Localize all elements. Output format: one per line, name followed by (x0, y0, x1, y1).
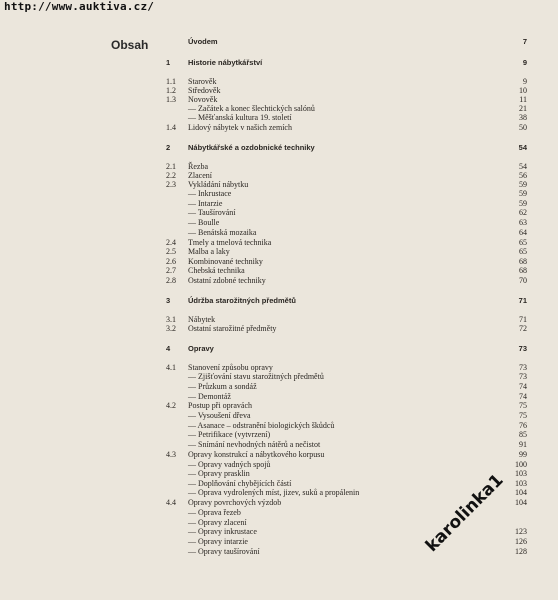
toc-entry-number: 2.2 (166, 171, 176, 180)
toc-entry-number: 2.6 (166, 257, 176, 266)
toc-entry-page: 128 (515, 547, 527, 556)
toc-entry-title: — Opravy prasklin (188, 469, 250, 478)
toc-entry-title: — Inkrustace (188, 189, 232, 198)
toc-entry-title: — Opravy taušírování (188, 547, 260, 556)
toc-entry (0, 430, 558, 440)
toc-entry-title: Opravy povrchových výzdob (188, 498, 282, 507)
toc-entry-title: Ostatní zdobné techniky (188, 276, 266, 285)
toc-entry-title: Středověk (188, 86, 221, 95)
toc-entry (0, 344, 558, 354)
toc-entry-number: 1.1 (166, 77, 176, 86)
toc-entry-number: 4.4 (166, 498, 176, 507)
toc-entry (0, 218, 558, 228)
toc-entry-number: 1.4 (166, 123, 176, 132)
toc-entry (0, 440, 558, 450)
toc-entry-page: 104 (515, 498, 527, 507)
toc-entry-title: — Intarzie (188, 199, 223, 208)
toc-entry-number: 2.4 (166, 238, 176, 247)
toc-entry (0, 411, 558, 421)
toc-entry-page: 54 (518, 143, 527, 152)
toc-entry-page: 70 (519, 276, 527, 285)
toc-entry-number: 1 (166, 58, 171, 67)
toc-entry-page: 99 (519, 450, 527, 459)
toc-entry-page: 104 (515, 488, 527, 497)
toc-entry (0, 547, 558, 557)
toc-entry-page: 68 (519, 257, 527, 266)
toc-entry-page: 11 (519, 95, 527, 104)
toc-entry-title: Starověk (188, 77, 217, 86)
toc-entry-page: 73 (518, 344, 527, 353)
toc-entry (0, 537, 558, 547)
toc-entry-page: 59 (519, 189, 527, 198)
toc-entry-page: 21 (519, 104, 527, 113)
toc-entry-page: 71 (519, 315, 527, 324)
toc-entry-page: 75 (519, 401, 527, 410)
toc-entry-title: Vykládání nábytku (188, 180, 249, 189)
toc-entry-page: 54 (519, 162, 527, 171)
toc-entry-page: 64 (519, 228, 527, 237)
toc-entry-number: 3.2 (166, 324, 176, 333)
toc-entry-title: Malba a laky (188, 247, 230, 256)
toc-entry-title: — Demontáž (188, 392, 231, 401)
toc-entry-page: 56 (519, 171, 527, 180)
toc-entry-page: 50 (519, 123, 527, 132)
toc-entry (0, 123, 558, 133)
toc-entry-title: Zlacení (188, 171, 212, 180)
toc-entry-page: 68 (519, 266, 527, 275)
toc-entry-title: Nábytkářské a ozdobnické techniky (188, 143, 315, 152)
toc-entry-title: Nábytek (188, 315, 216, 324)
toc-entry-title: Stanovení způsobu opravy (188, 363, 273, 372)
toc-entry-page: 103 (515, 469, 527, 478)
toc-entry-page: 59 (519, 180, 527, 189)
toc-entry (0, 324, 558, 334)
toc-entry-number: 4.2 (166, 401, 176, 410)
toc-entry (0, 266, 558, 276)
toc-entry-number: 3 (166, 296, 171, 305)
toc-entry-page: 71 (518, 296, 527, 305)
toc-entry-title: — Měšťanská kultura 19. století (188, 113, 292, 122)
toc-entry-title: — Opravy vadných spojů (188, 460, 271, 469)
toc-entry-page: 91 (519, 440, 527, 449)
toc-entry-number: 2.5 (166, 247, 176, 256)
toc-entry-title: Novověk (188, 95, 218, 104)
toc-entry-number: 1.2 (166, 86, 176, 95)
toc-entry-title: — Průzkum a sondáž (188, 382, 257, 391)
toc-entry (0, 296, 558, 306)
toc-entry (0, 276, 558, 286)
toc-entry-title: Postup při opravách (188, 401, 252, 410)
toc-entry-title: — Vysoušení dřeva (188, 411, 251, 420)
source-url: http://www.auktiva.cz/ (4, 0, 155, 13)
toc-entry-title: Úvodem (188, 37, 218, 46)
toc-entry-number: 4 (166, 344, 171, 353)
toc-entry-number: 1.3 (166, 95, 176, 104)
toc-entry-title: — Opravy zlacení (188, 518, 247, 527)
toc-entry-number: 2.1 (166, 162, 176, 171)
toc-entry-page: 76 (519, 421, 527, 430)
toc-entry-page: 65 (519, 247, 527, 256)
toc-entry-page: 9 (523, 77, 527, 86)
toc-entry-title: — Taušírování (188, 208, 236, 217)
toc-entry-title: — Doplňování chybějících částí (188, 479, 292, 488)
toc-entry-title: Opravy konstrukcí a nábytkového korpusu (188, 450, 325, 459)
toc-entry (0, 450, 558, 460)
toc-entry-page: 10 (519, 86, 527, 95)
toc-entry-title: Lidový nábytek v našich zemích (188, 123, 292, 132)
toc-entry-title: — Boulle (188, 218, 220, 227)
toc-entry-page: 38 (519, 113, 527, 122)
toc-entry-page: 100 (515, 460, 527, 469)
toc-entry-page: 59 (519, 199, 527, 208)
toc-entry-title: Ostatní starožitné předměty (188, 324, 277, 333)
toc-entry-title: — Snímání nevhodných nátěrů a nečistot (188, 440, 321, 449)
toc-entry-number: 4.3 (166, 450, 176, 459)
toc-entry-title: Řezba (188, 162, 208, 171)
toc-entry-title: — Benátská mozaika (188, 228, 257, 237)
toc-entry-number: 4.1 (166, 363, 176, 372)
toc-entry-page: 74 (519, 392, 527, 401)
toc-entry (0, 469, 558, 479)
toc-entry-title: — Asanace – odstranění biologických škůdců (188, 421, 335, 430)
toc-entry (0, 58, 558, 68)
toc-entry-title: — Oprava řezeb (188, 508, 241, 517)
page-title: Obsah (111, 38, 149, 52)
toc-entry (0, 372, 558, 382)
toc-entry-number: 2 (166, 143, 171, 152)
toc-entry-title: — Petrifikace (vytvrzení) (188, 430, 271, 439)
toc-entry-title: Údržba starožitných předmětů (188, 296, 296, 305)
toc-entry-number: 2.3 (166, 180, 176, 189)
toc-entry (0, 113, 558, 123)
toc-entry-page: 72 (519, 324, 527, 333)
toc-entry-title: — Zjišťování stavu starožitných předmětů (188, 372, 324, 381)
toc-entry-title: — Opravy inkrustace (188, 527, 257, 536)
toc-entry-number: 3.1 (166, 315, 176, 324)
toc-entry-page: 7 (522, 37, 527, 46)
toc-entry-number: 2.7 (166, 266, 176, 275)
toc-entry-page: 65 (519, 238, 527, 247)
toc-entry-page: 75 (519, 411, 527, 420)
toc-entry-page: 73 (519, 372, 527, 381)
toc-entry (0, 247, 558, 257)
toc-entry-title: Opravy (188, 344, 214, 353)
toc-entry-page: 73 (519, 363, 527, 372)
toc-entry-page: 9 (522, 58, 527, 67)
toc-entry (0, 382, 558, 392)
toc-entry (0, 208, 558, 218)
toc-entry-title: — Začátek a konec šlechtických salónů (188, 104, 315, 113)
watermark-text: karolinka1 (421, 470, 508, 556)
toc-entry (0, 527, 558, 537)
toc-entry-page: 74 (519, 382, 527, 391)
toc-entry (0, 37, 558, 47)
toc-entry-page: 103 (515, 479, 527, 488)
toc-entry (0, 228, 558, 238)
toc-entry-title: Historie nábytkářství (188, 58, 263, 67)
toc-entry-page: 126 (515, 537, 527, 546)
toc-entry-page: 85 (519, 430, 527, 439)
toc-entry (0, 143, 558, 153)
toc-entry-number: 2.8 (166, 276, 176, 285)
toc-entry-title: Kombinované techniky (188, 257, 263, 266)
toc-entry-title: Tmely a tmelová technika (188, 238, 272, 247)
toc-entry-title: — Opravy intarzie (188, 537, 248, 546)
toc-entry-page: 63 (519, 218, 527, 227)
toc-entry-title: — Oprava vydrolených míst, jizev, suků a propálenin (188, 488, 360, 497)
toc-entry-page: 62 (519, 208, 527, 217)
toc-entry (0, 401, 558, 411)
toc-entry-title: Chebská technika (188, 266, 245, 275)
toc-entry-page: 123 (515, 527, 527, 536)
toc-entry (0, 189, 558, 199)
